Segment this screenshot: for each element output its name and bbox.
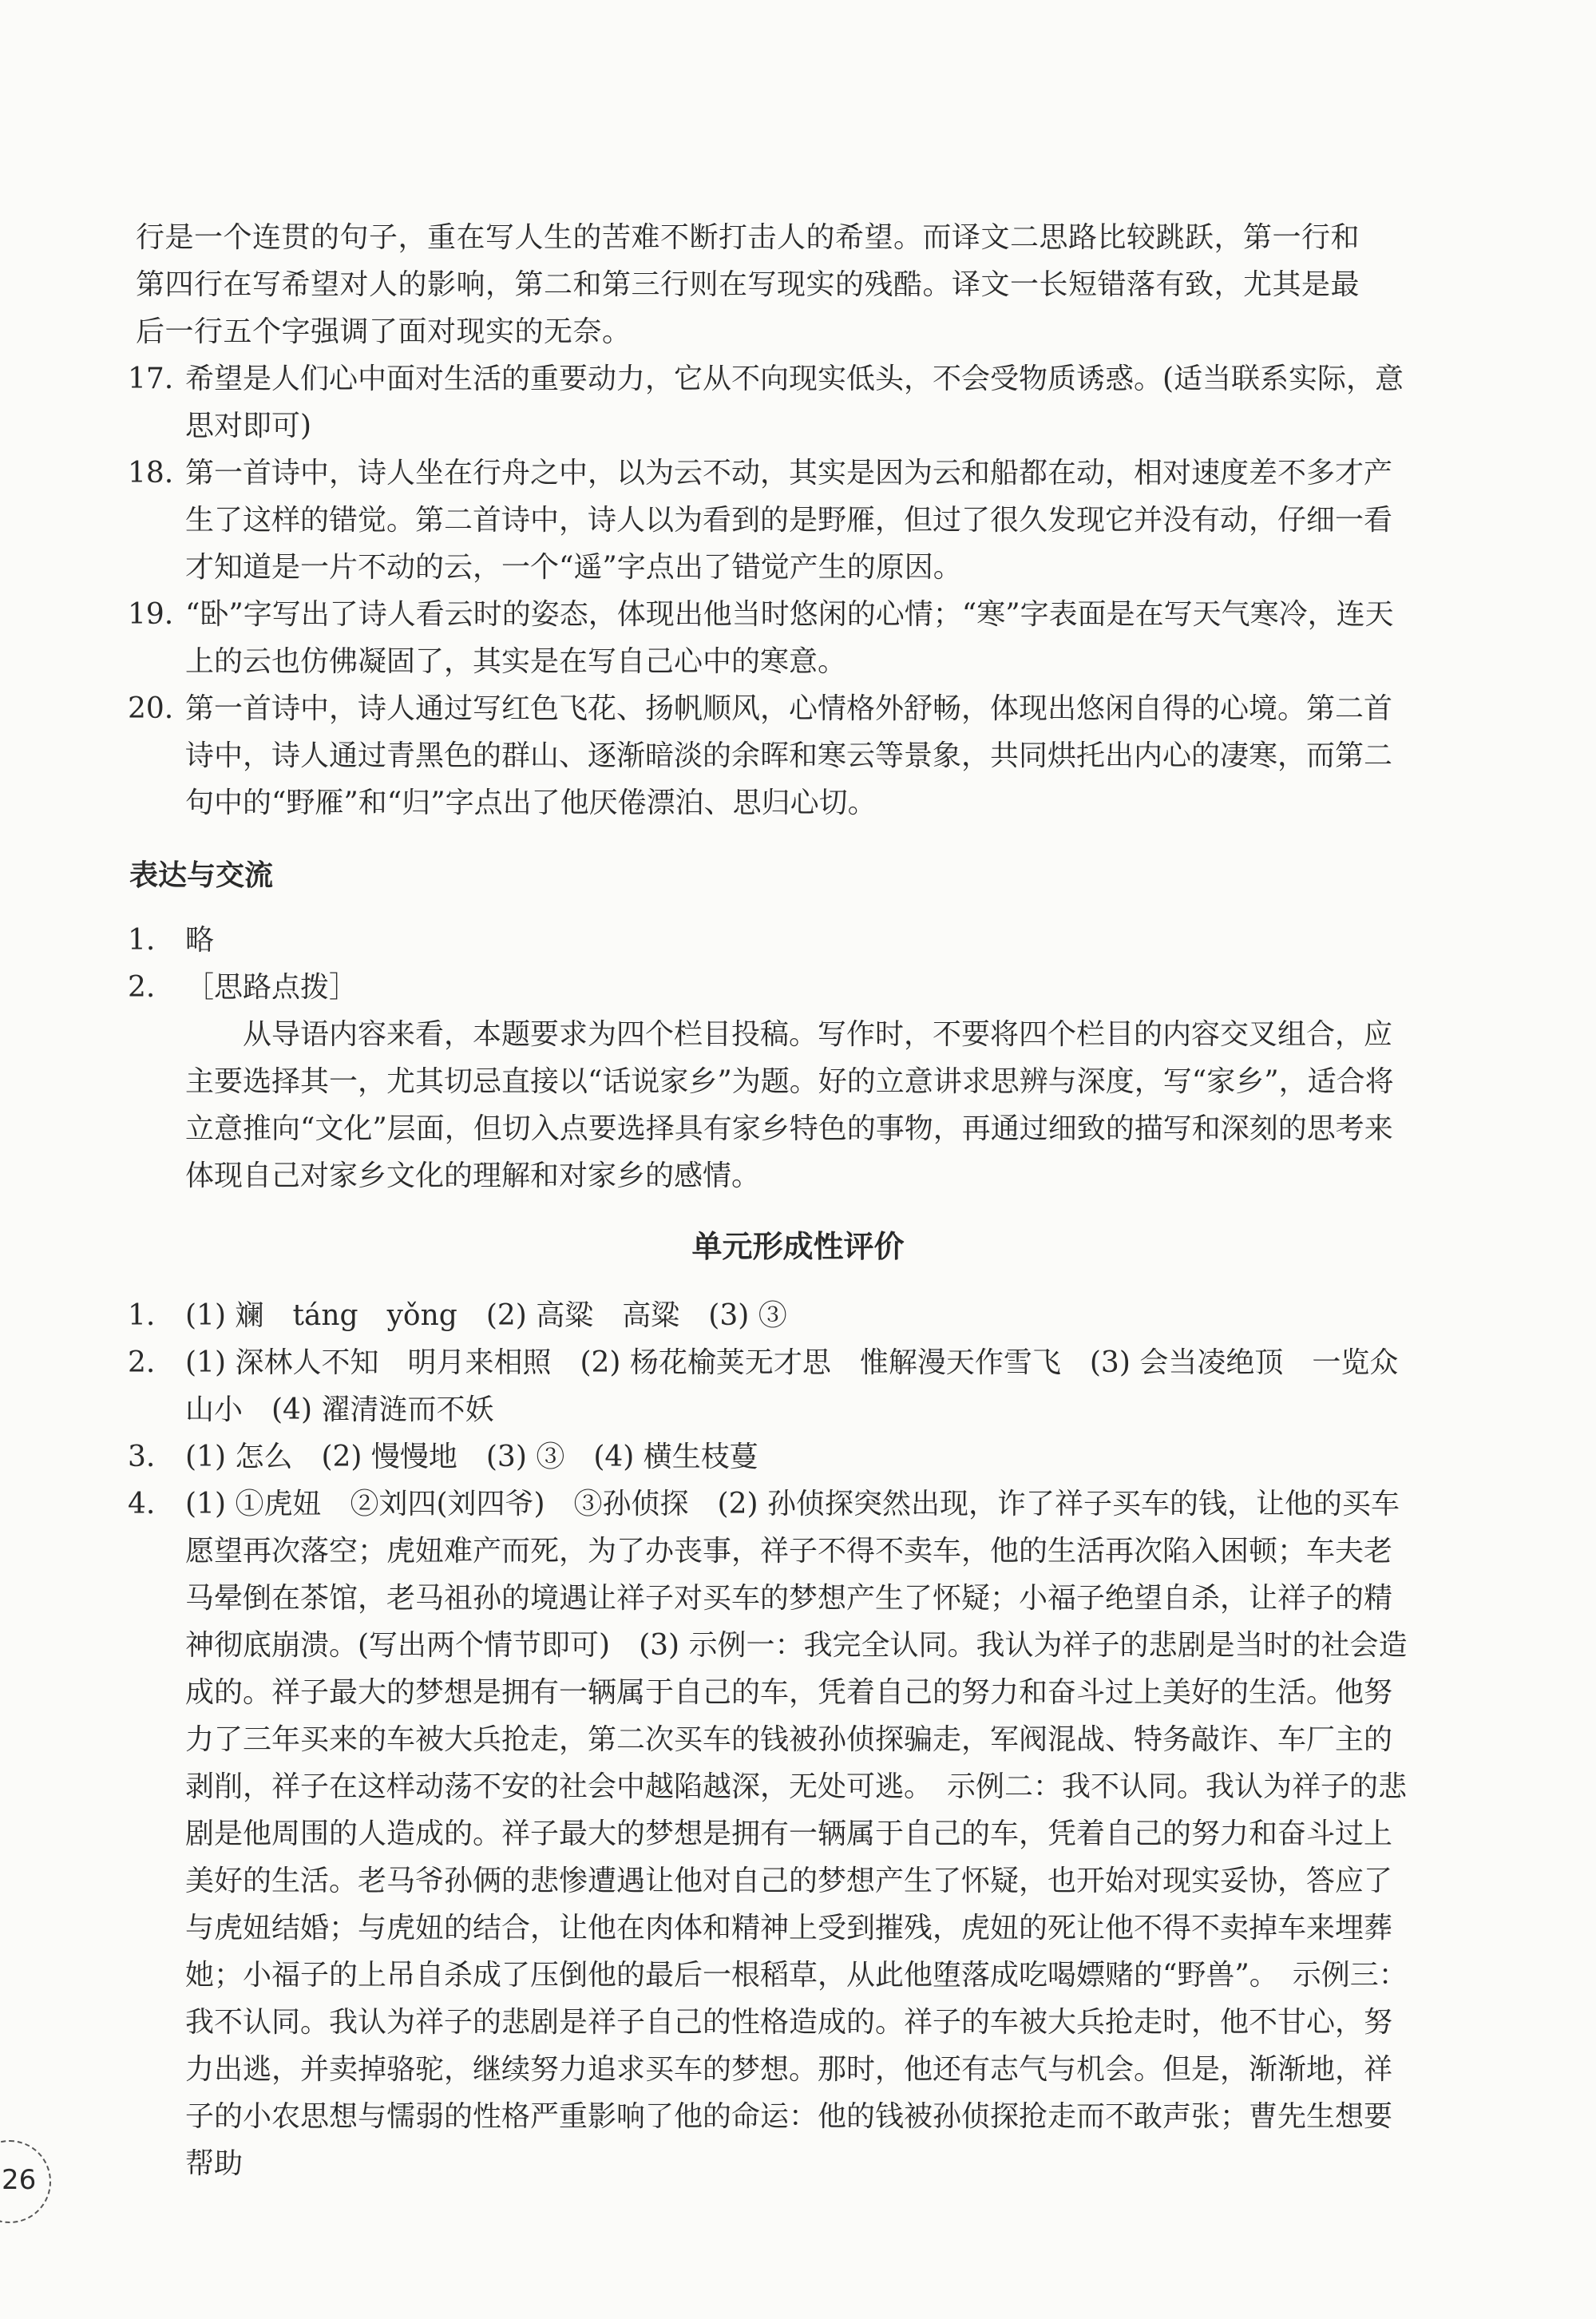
page-number-text: 26 (2, 2164, 37, 2196)
continuation-line-1: 行是一个连贯的句子，重在写人生的苦难不断打击人的希望。而译文二思路比较跳跃，第一行和 (136, 221, 1360, 254)
answer-20 (128, 685, 1413, 827)
answer-number: 17. (128, 363, 174, 395)
item-number: 3. (128, 1441, 156, 1473)
section-title-expression: 表达与交流 (129, 859, 274, 892)
item-text: (1) 斓 táng yǒng (2) 高粱 高粱 (3) ③ (185, 1299, 787, 1332)
answer-text: 第一首诗中，诗人坐在行舟之中，以为云不动，其实是因为云和船都在动，相对速度差不多才产生了这样的错觉。第二首诗中，诗人以为看到的是野雁，但过了很久发现它并没有动，仔细一看才知道是一片不动的云，一个“遥”字点出了错觉产生的原因。 (185, 457, 1393, 584)
answer-17 (128, 355, 1413, 450)
continuation-line-3: 后一行五个字强调了面对现实的无奈。 (136, 315, 632, 348)
item-number: 1. (128, 924, 156, 957)
item-number: 4. (128, 1488, 156, 1520)
item-number: 2. (128, 1346, 156, 1379)
eval-item-3 (128, 1433, 1413, 1481)
continuation-line-2: 第四行在写希望对人的影响，第二和第三行则在写现实的残酷。译文一长短错落有致，尤其是最 (136, 268, 1360, 301)
answer-18 (128, 450, 1413, 591)
expression-item-2 (128, 964, 1413, 1011)
unit-eval-title: 单元形成性评价 (691, 1229, 905, 1264)
eval-item-2 (128, 1339, 1413, 1433)
item-text: 略 (185, 924, 215, 957)
eval-item-4 (128, 1481, 1413, 2187)
item-text: (1) 深林人不知 明月来相照 (2) 杨花榆荚无才思 惟解漫天作雪飞 (3) 会当凌绝顶 一览众山小 (4) 濯清涟而不妖 (185, 1346, 1399, 1426)
eval-item-1 (128, 1292, 1413, 1339)
answer-number: 19. (128, 598, 174, 631)
answer-text: 希望是人们心中面对生活的重要动力，它从不向现实低头，不会受物质诱惑。(适当联系实际，意思对即可) (185, 363, 1404, 442)
item-text: ［思路点拨］ (185, 971, 358, 1004)
answer-number: 18. (128, 457, 174, 490)
answer-number: 20. (128, 692, 174, 725)
page-number (0, 2140, 56, 2220)
answer-19 (128, 591, 1413, 685)
item-number: 2. (128, 971, 156, 1004)
item-text: (1) ①虎妞 ②刘四(刘四爷) ③孙侦探 (2) 孙侦探突然出现，诈了祥子买车的钱，让他的买车愿望再次落空；虎妞难产而死，为了办丧事，祥子不得不卖车，他的生活再次陷入困顿；车夫老马晕倒在茶馆，老马祖孙的境遇让祥子对买车的梦想产生了怀疑；小福子绝望自杀，让祥子的精神彻底崩溃。(写出两个情节即可) (3) 示例一：我完全认同。我认为祥子的悲剧是当时的社会造成的。祥子最大的梦想是拥有一辆属于自己的车，凭着自己的努力和奋斗过上美好的生活。他努力了三年买来的车被大兵抢走，第二次买车的钱被孙侦探骗走，军阀混战、特务敲诈、车厂主的剥削，祥子在这样动荡不安的社会中越陷越深，无处可逃。 示例二：我不认同。我认为祥子的悲剧是他周围的人造成的。祥子最大的梦想是拥有一辆属于自己的车，凭着自己的努力和奋斗过上美好的生活。老马爷孙俩的悲惨遭遇让他对自己的梦想产生了怀疑，也开始对现实妥协，答应了与虎妞结婚；与虎妞的结合，让他在肉体和精神上受到摧残，虎妞的死让他不得不卖掉车来埋葬她；小福子的上吊自杀成了压倒他的最后一根稻草，从此他堕落成吃喝嫖赌的“野兽”。 示例三：我不认同。我认为祥子的悲剧是祥子自己的性格造成的。祥子的车被大兵抢走时，他不甘心，努力出逃，并卖掉骆驼，继续努力追求买车的梦想。那时，他还有志气与机会。但是，渐渐地，祥子的小农思想与懦弱的性格严重影响了他的命运：他的钱被孙侦探抢走而不敢声张；曹先生想要帮助 (185, 1488, 1408, 2180)
answer-text: 第一首诗中，诗人通过写红色飞花、扬帆顺风，心情格外舒畅，体现出悠闲自得的心境。第二首诗中，诗人通过青黑色的群山、逐渐暗淡的余晖和寒云等景象，共同烘托出内心的凄寒，而第二句中的“野雁”和“归”字点出了他厌倦漂泊、思归心切。 (185, 692, 1393, 819)
item-text: (1) 怎么 (2) 慢慢地 (3) ③ (4) 横生枝蔓 (185, 1441, 758, 1473)
answer-text: “卧”字写出了诗人看云时的姿态，体现出他当时悠闲的心情；“寒”字表面是在写天气寒冷，连天上的云也仿佛凝固了，其实是在写自己心中的寒意。 (185, 598, 1394, 678)
item-number: 1. (128, 1299, 156, 1332)
expression-item-1 (128, 917, 1413, 964)
expression-body: 从导语内容来看，本题要求为四个栏目投稿。写作时，不要将四个栏目的内容交叉组合，应主要选择其一，尤其切忌直接以“话说家乡”为题。好的立意讲求思辨与深度，写“家乡”，适合将立意推向“文化”层面，但切入点要选择具有家乡特色的事物，再通过细致的描写和深刻的思考来体现自己对家乡文化的理解和对家乡的感情。 (185, 1018, 1394, 1192)
